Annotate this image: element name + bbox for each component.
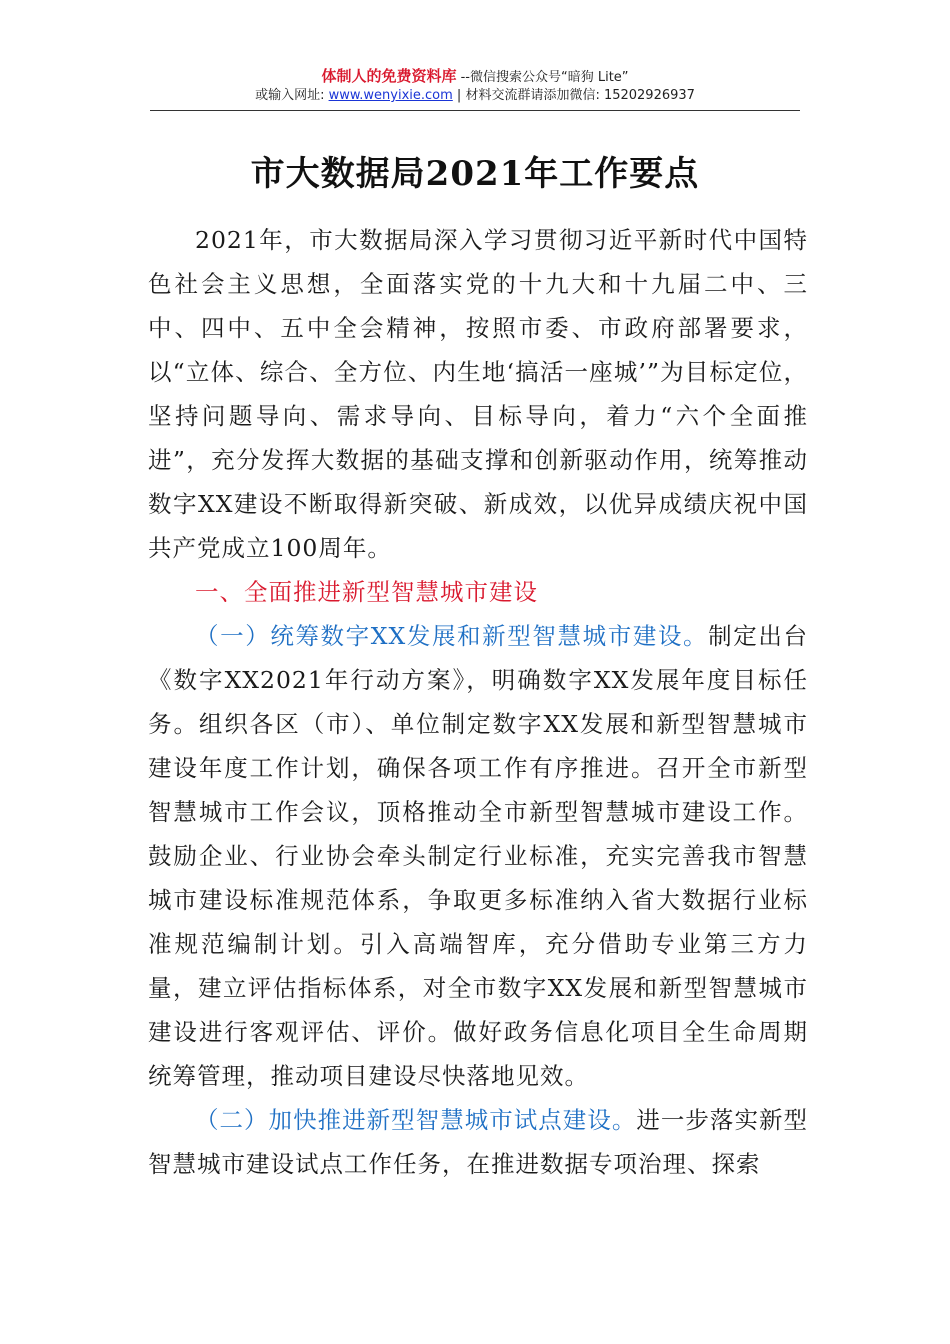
document-title: 市大数据局2021年工作要点 xyxy=(250,154,700,194)
page-header xyxy=(0,66,950,105)
header-contact: | 材料交流群请添加微信: 15202926937 xyxy=(452,88,695,103)
header-contact-line xyxy=(0,86,950,105)
subsection-paragraph-2 xyxy=(148,1098,808,1186)
header-brand: 体制人的免费资料库 xyxy=(321,67,457,85)
header-tagline: --微信搜索公众号“暗狗 Lite” xyxy=(456,70,629,85)
header-brand-line xyxy=(0,66,950,86)
subsection-body-2: 进一步落实新型智慧城市建设试点工作任务，在推进数据专项治理、探索 xyxy=(148,1106,808,1178)
header-divider xyxy=(150,110,800,111)
subsection-paragraph-1 xyxy=(148,614,808,1098)
subsection-heading-2: （二）加快推进新型智慧城市试点建设。 xyxy=(195,1106,637,1134)
subsection-heading-1: （一）统筹数字XX发展和新型智慧城市建设。 xyxy=(195,622,709,650)
header-url-prefix: 或输入网址: xyxy=(255,88,329,103)
document-body xyxy=(148,218,808,1186)
subsection-body-1: 制定出台《数字XX2021年行动方案》，明确数字XX发展年度目标任务。组织各区（市）、单位制定数字XX发展和新型智慧城市建设年度工作计划，确保各项工作有序推进。召开全市新型智慧城市工作会议，顶格推动全市新型智慧城市建设工作。鼓励企业、行业协会牵头制定行业标准，充实完善我市智慧城市建设标准规范体系，争取更多标准纳入省大数据行业标准规范编制计划。引入高端智库，充分借助专业第三方力量，建立评估指标体系，对全市数字XX发展和新型智慧城市建设进行客观评估、评价。做好政务信息化项目全生命周期统筹管理，推动项目建设尽快落地见效。 xyxy=(148,622,809,1090)
intro-paragraph: 2021年，市大数据局深入学习贯彻习近平新时代中国特色社会主义思想，全面落实党的十九大和十九届二中、三中、四中、五中全会精神，按照市委、市政府部署要求，以“立体、综合、全方位、内生地‘搞活一座城’”为目标定位，坚持问题导向、需求导向、目标导向，着力“六个全面推进”，充分发挥大数据的基础支撑和创新驱动作用，统筹推动数字XX建设不断取得新突破、新成效，以优异成绩庆祝中国共产党成立100周年。 xyxy=(148,226,808,562)
section-heading-1: 一、全面推进新型智慧城市建设 xyxy=(195,578,538,606)
header-website-link[interactable]: www.wenyixie.com xyxy=(328,88,453,103)
